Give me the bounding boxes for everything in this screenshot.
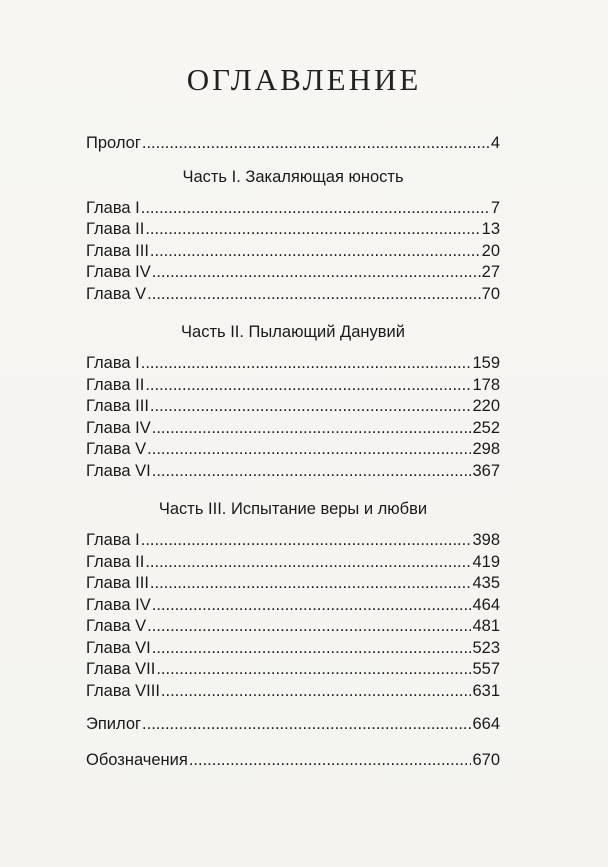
page-title: ОГЛАВЛЕНИЕ (186, 62, 422, 97)
entry-label: Глава V (86, 440, 147, 458)
dot-leader (161, 681, 472, 703)
entry-label: Глава II (86, 375, 145, 394)
toc-entry (86, 616, 500, 638)
entry-label: Глава V (86, 617, 147, 635)
entry-label: Глава IV (86, 595, 151, 614)
entry-label: Глава III (86, 574, 149, 592)
dot-leader (152, 595, 472, 617)
toc-entry (86, 681, 500, 703)
dot-leader (150, 396, 472, 418)
dot-leader (150, 241, 481, 263)
toc-entry (86, 241, 500, 263)
dot-leader (152, 262, 481, 284)
entry-label: Глава III (86, 397, 149, 415)
dot-leader (145, 219, 480, 241)
toc-entry (86, 396, 500, 418)
entry-page: 298 (472, 440, 500, 458)
toc-entry (86, 461, 500, 483)
entry-page: 4 (490, 134, 500, 152)
toc-entry (86, 439, 500, 461)
toc-entry-notation (86, 750, 500, 772)
part-heading-1: Часть I. Закаляющая юность (182, 167, 404, 186)
toc-entry (86, 284, 500, 306)
entry-page: 631 (472, 681, 500, 700)
entry-label: Обозначения (86, 750, 188, 769)
dot-leader (142, 133, 490, 155)
entry-page: 220 (472, 397, 500, 415)
dot-leader (147, 284, 480, 306)
entry-page: 481 (472, 617, 500, 635)
entry-label: Эпилог (86, 715, 142, 733)
part-heading-3: Часть III. Испытание веры и любви (158, 500, 428, 518)
dot-leader (147, 439, 471, 461)
dot-leader (156, 659, 471, 681)
entry-page: 523 (472, 638, 500, 657)
dot-leader (145, 552, 471, 574)
toc-entry (86, 418, 500, 440)
toc-entry (86, 573, 500, 595)
toc-entry-epilogue (86, 714, 500, 736)
dot-leader (189, 750, 472, 772)
toc-entry (86, 198, 500, 220)
dot-leader (150, 573, 472, 595)
entry-label: Глава VI (86, 461, 151, 480)
entry-label: Глава I (86, 354, 140, 372)
entry-page: 435 (472, 574, 500, 592)
entry-page: 464 (472, 595, 500, 614)
dot-leader (145, 375, 471, 397)
toc-entry (86, 552, 500, 574)
dot-leader (152, 418, 472, 440)
dot-leader (152, 638, 472, 660)
toc-entry (86, 530, 500, 552)
entry-label: Глава V (86, 284, 147, 303)
entry-label: Пролог (86, 134, 141, 152)
entry-label: Глава II (86, 220, 145, 238)
table-of-contents (86, 133, 500, 771)
entry-page: 252 (472, 418, 500, 437)
entry-page: 367 (472, 461, 500, 480)
entry-page: 419 (472, 552, 500, 571)
entry-label: Глава II (86, 552, 145, 571)
entry-label: Глава IV (86, 418, 151, 437)
entry-page: 27 (481, 263, 500, 281)
toc-entry (86, 659, 500, 681)
entry-page: 670 (472, 750, 500, 769)
entry-label: Глава I (86, 198, 140, 217)
entry-label: Глава VI (86, 638, 151, 657)
entry-label: Глава VII (86, 660, 156, 678)
toc-entry (86, 638, 500, 660)
part-heading-2: Часть II. Пылающий Данувий (181, 323, 405, 341)
dot-leader (141, 530, 472, 552)
entry-label: Глава I (86, 531, 140, 549)
entry-page: 13 (481, 220, 500, 238)
dot-leader (152, 461, 472, 483)
toc-entry (86, 219, 500, 241)
entry-label: Глава III (86, 241, 149, 260)
toc-entry (86, 262, 500, 284)
toc-entry (86, 375, 500, 397)
toc-entry (86, 353, 500, 375)
entry-page: 70 (481, 284, 500, 303)
entry-page: 159 (472, 354, 500, 372)
toc-entry-prologue (86, 133, 500, 155)
entry-page: 20 (481, 241, 500, 260)
dot-leader (141, 353, 472, 375)
entry-page: 664 (472, 715, 500, 733)
entry-page: 7 (490, 198, 500, 217)
entry-label: Глава VIII (86, 681, 160, 700)
entry-page: 398 (472, 531, 500, 549)
entry-page: 178 (472, 375, 500, 394)
dot-leader (147, 616, 471, 638)
dot-leader (142, 714, 471, 736)
entry-label: Глава IV (86, 263, 151, 281)
toc-entry (86, 595, 500, 617)
entry-page: 557 (472, 660, 500, 678)
dot-leader (141, 198, 490, 220)
